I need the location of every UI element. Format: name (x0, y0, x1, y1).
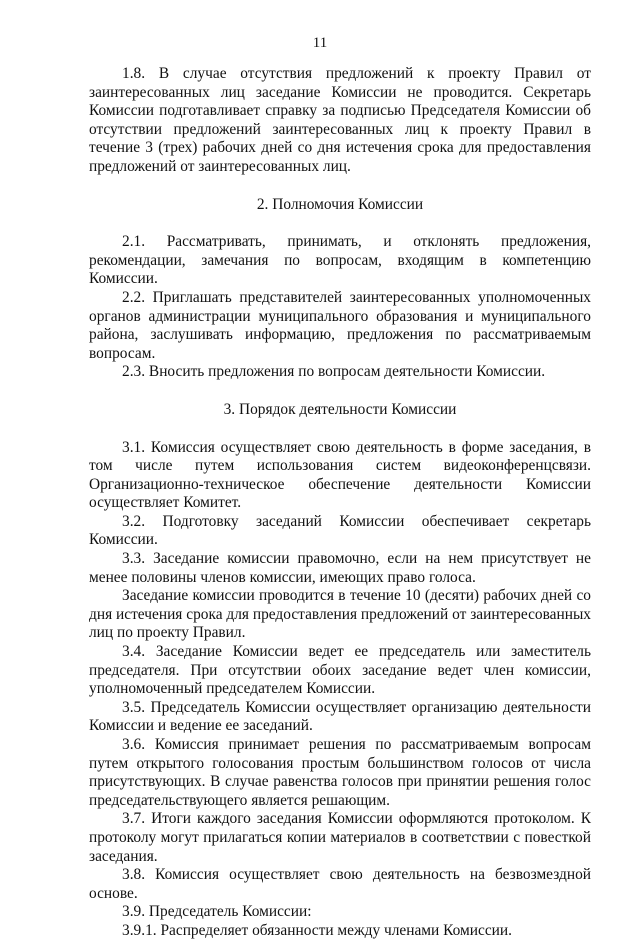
page-number: 11 (312, 35, 328, 51)
paragraph-3-5: 3.5. Председатель Комиссии осуществляет организацию деятельности Комиссии и ведение ее заседаний. (89, 698, 591, 735)
document-body (89, 65, 591, 941)
paragraph-3-8: 3.8. Комиссия осуществляет свою деятельность на безвозмездной основе. (89, 866, 591, 902)
paragraph-3-4: 3.4. Заседание Комиссии ведет ее председатель или заместитель председателя. При отсутствии обоих заседание ведет член комиссии, уполномоченный председателем Комиссии. (89, 643, 591, 698)
section-2-body (89, 233, 591, 382)
paragraph-2-3: 2.3. Вносить предложения по вопросам деятельности Комиссии. (122, 363, 546, 381)
section-3-heading: 3. Порядок деятельности Комиссии (223, 400, 457, 418)
paragraph-1-8: 1.8. В случае отсутствия предложений к проекту Правил от заинтересованных лиц заседание Комиссии не проводится. Секретарь Комиссии подготавливает справку за подписью Председателя Комиссии об отсутствии предложений заинтересованных лиц к проекту Правил в течение 3 (трех) рабочих дней со дня истечения срока для предоставления предложений от заинтересованных лиц. (89, 65, 591, 175)
paragraph-3-9-1: 3.9.1. Распределяет обязанности между членами Комиссии. (122, 921, 512, 939)
paragraph-3-7: 3.7. Итоги каждого заседания Комиссии оформляются протоколом. К протоколу могут прилагаться копии материалов в соответствии с повесткой заседания. (89, 810, 591, 865)
paragraph-3-1: 3.1. Комиссия осуществляет свою деятельность в форме заседания, в том числе путем использования систем видеоконференцсвязи. Организационно-техническое обеспечение деятельности Комиссии осуществляет Комитет. (89, 438, 591, 512)
paragraph-3-9: 3.9. Председатель Комиссии: (122, 903, 312, 921)
paragraph-3-2: 3.2. Подготовку заседаний Комиссии обеспечивает секретарь Комиссии. (89, 512, 591, 549)
section-3-body (89, 439, 591, 941)
paragraph-2-2: 2.2. Приглашать представителей заинтересованных уполномоченных органов администрации муниципального образования и муниципального района, заслушивать информацию, предложения по рассматриваемым вопросам. (89, 288, 591, 362)
paragraph-3-3-continued: Заседание комиссии проводится в течение 10 (десяти) рабочих дней со дня истечения срока для предоставления предложений от заинтересованных лиц по проекту Правил. (89, 587, 591, 642)
paragraph-2-1: 2.1. Рассматривать, принимать, и отклонять предложения, рекомендации, замечания по вопросам, входящим в компетенцию Комиссии. (89, 233, 591, 288)
paragraph-3-6: 3.6. Комиссия принимает решения по рассматриваемым вопросам путем открытого голосования простым большинством голосов от числа присутствующих. В случае равенства голосов при принятии решения голос председательствующего является решающим. (89, 736, 591, 809)
paragraph-3-3: 3.3. Заседание комиссии правомочно, если на нем присутствует не менее половины членов комиссии, имеющих право голоса. (89, 550, 591, 586)
section-2-heading: 2. Полномочия Комиссии (256, 195, 424, 213)
